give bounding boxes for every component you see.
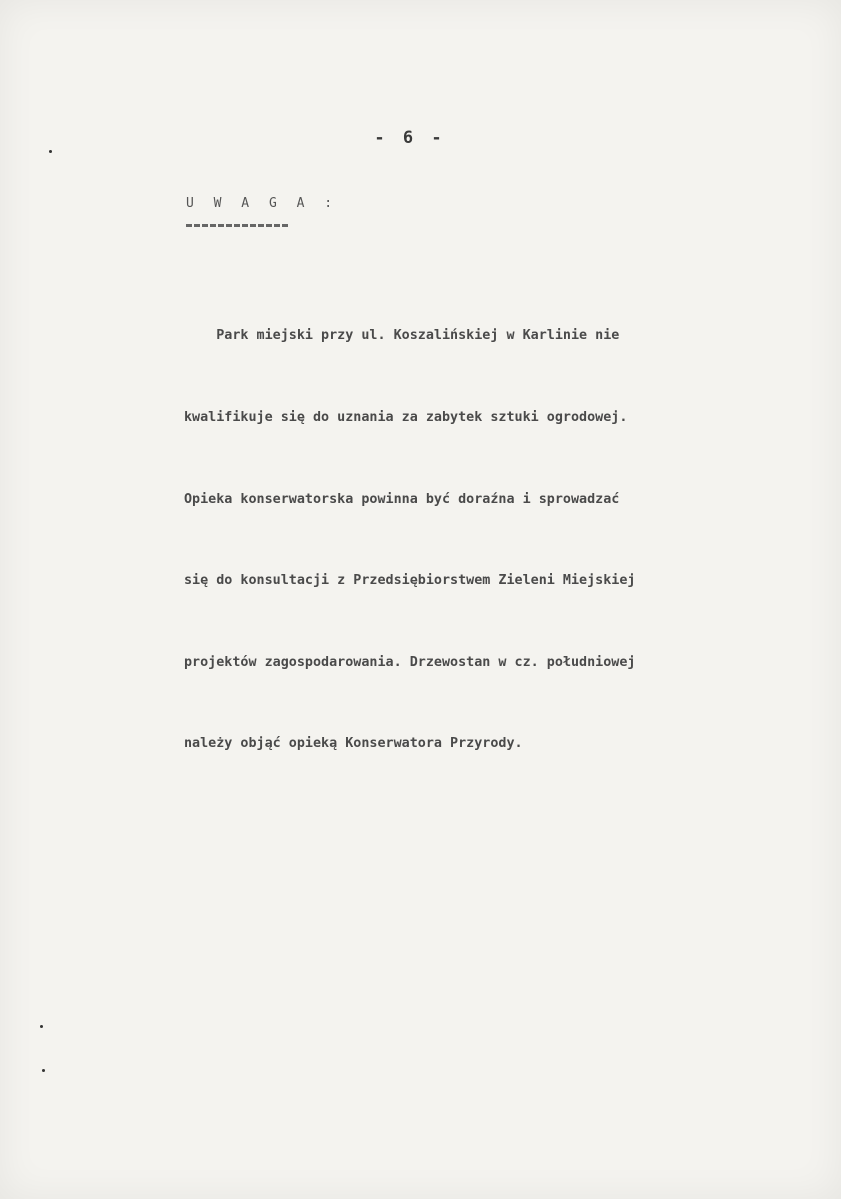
- margin-mark-bottom-2: [42, 1069, 45, 1072]
- body-line: projektów zagospodarowania. Drzewostan w cz. południowej: [184, 654, 636, 670]
- margin-mark-bottom-1: [40, 1025, 43, 1028]
- page-number: - 6 -: [374, 128, 446, 148]
- body-line: Opieka konserwatorska powinna być doraźna i sprowadzać: [184, 491, 620, 507]
- heading-underline: [186, 224, 289, 227]
- body-line: Park miejski przy ul. Koszalińskiej w Karlinie nie: [184, 328, 620, 344]
- note-heading: U W A G A :: [186, 196, 339, 211]
- body-line: należy objąć opieką Konserwatora Przyrody.: [184, 736, 523, 752]
- body-line: się do konsultacji z Przedsiębiorstwem Zieleni Miejskiej: [184, 573, 636, 589]
- note-body: [184, 268, 774, 812]
- margin-mark-top: [49, 150, 52, 153]
- body-line: kwalifikuje się do uznania za zabytek sztuki ogrodowej.: [184, 410, 628, 426]
